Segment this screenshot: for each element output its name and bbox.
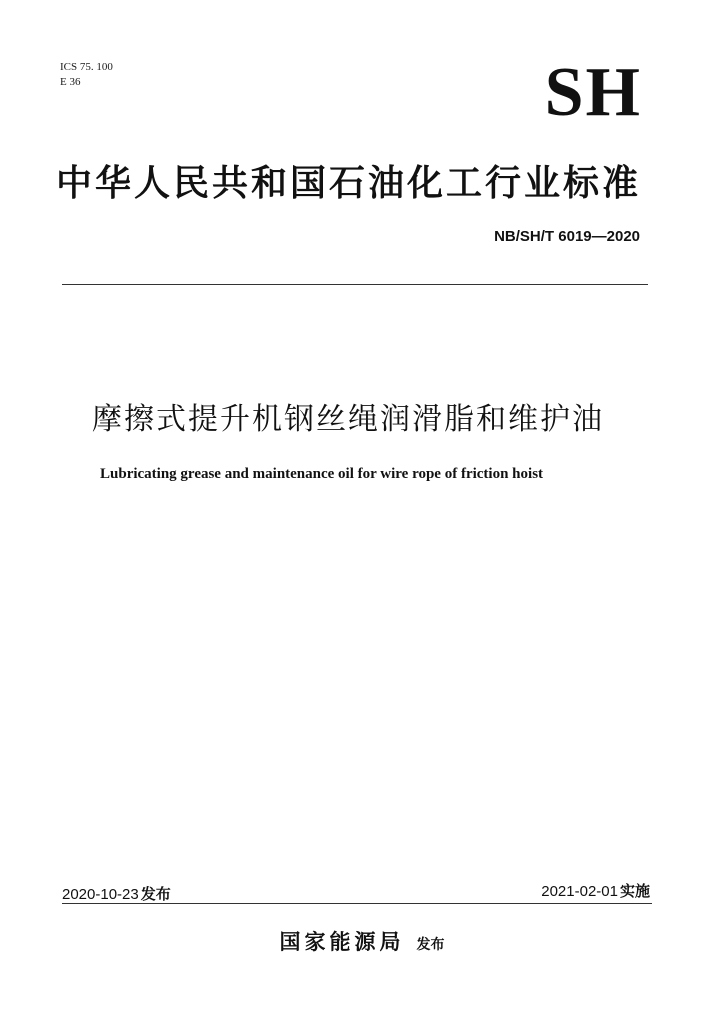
classification-codes — [60, 60, 113, 90]
sh-logo: SH — [544, 54, 642, 131]
implementation-label: 实施 — [619, 882, 650, 900]
bottom-divider — [62, 903, 652, 904]
publisher-action: 发布 — [416, 937, 445, 953]
implementation-date: 2021-02-01 — [541, 883, 618, 900]
issue-date: 2020-10-23 — [62, 886, 139, 903]
document-title-chinese: 摩擦式提升机钢丝绳润滑脂和维护油 — [92, 402, 604, 437]
implementation-date-line — [541, 880, 650, 901]
publisher-line — [0, 926, 724, 956]
publisher-organization: 国家能源局 — [279, 930, 405, 954]
issue-date-line — [62, 883, 171, 904]
document-title-english: Lubricating grease and maintenance oil for wire rope of friction hoist — [100, 466, 544, 482]
issue-label: 发布 — [140, 885, 171, 903]
ics-code: ICS 75. 100 — [60, 61, 113, 73]
top-divider — [62, 284, 648, 285]
standard-category-title: 中华人民共和国石油化工行业标准 — [56, 163, 642, 204]
standard-number: NB/SH/T 6019—2020 — [494, 228, 640, 245]
ccs-code: E 36 — [60, 76, 81, 88]
